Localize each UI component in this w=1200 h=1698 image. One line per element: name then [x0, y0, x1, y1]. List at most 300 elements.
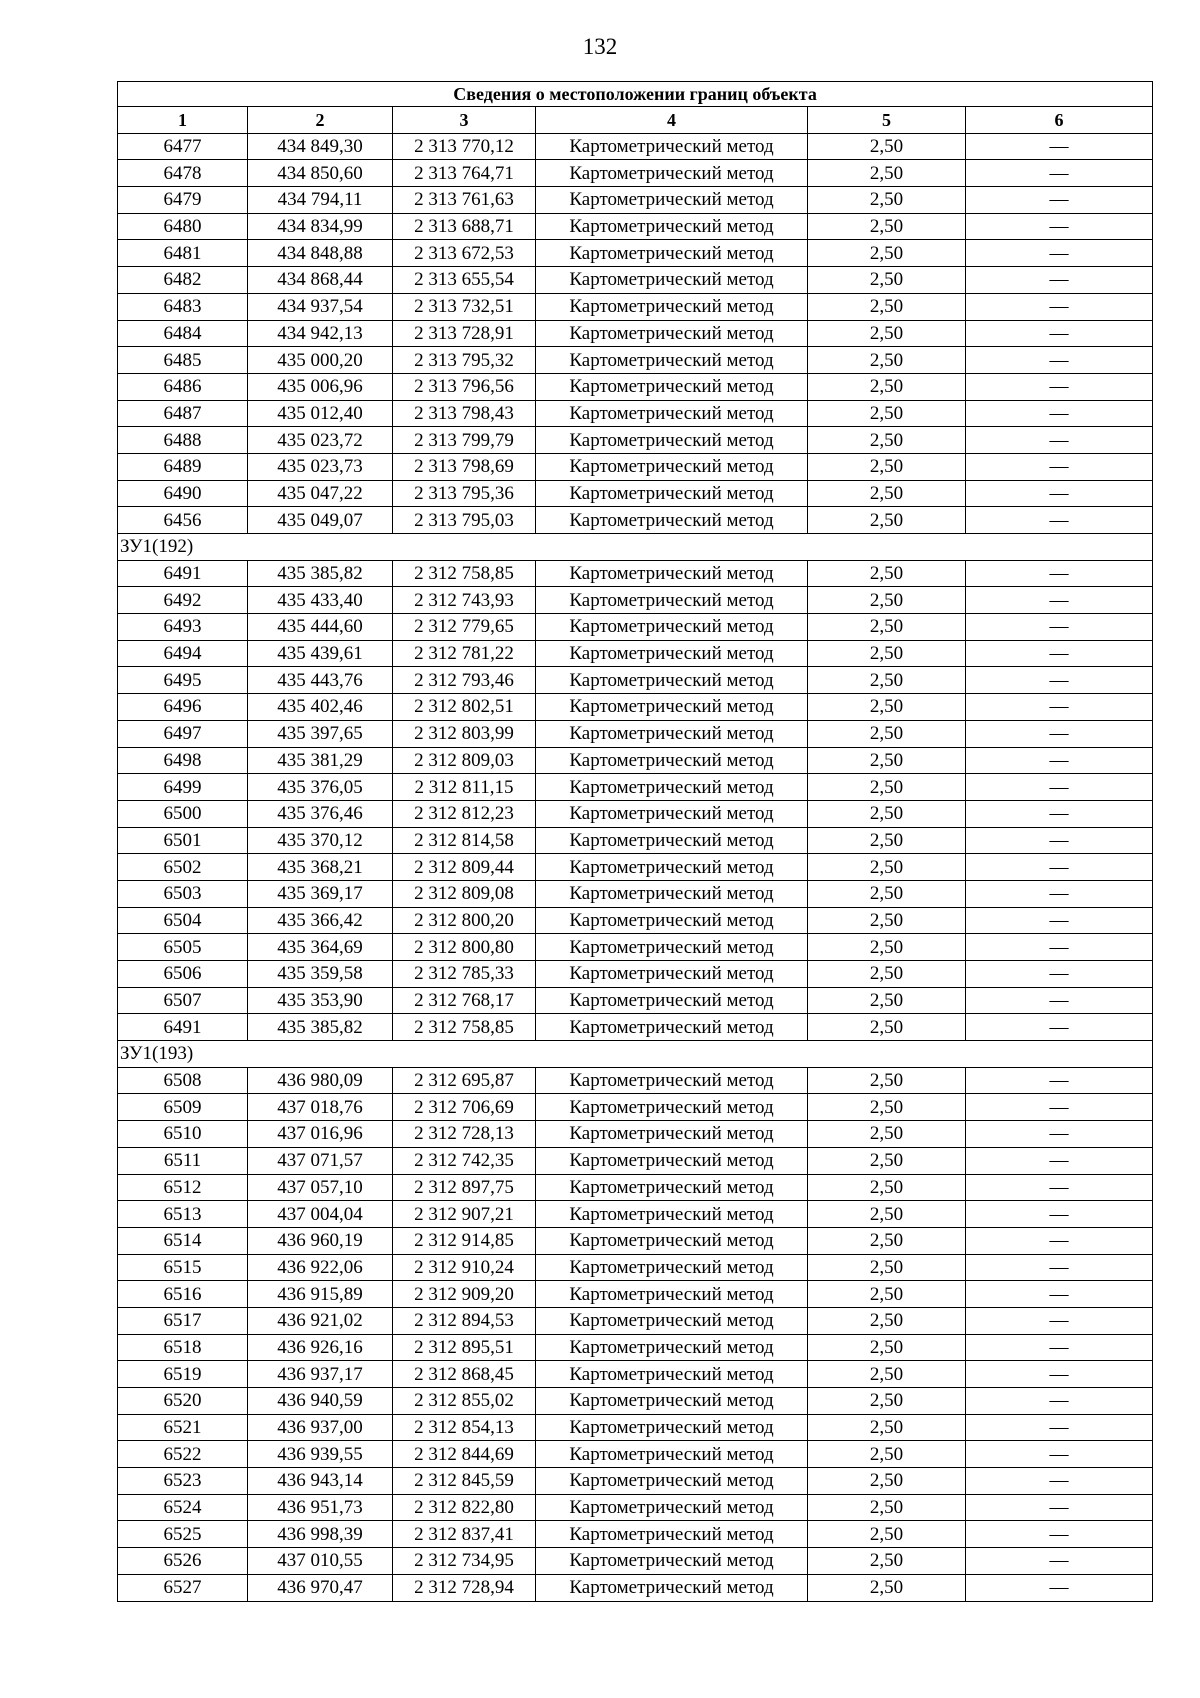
- accuracy-cell: 2,50: [808, 213, 966, 240]
- note-cell: —: [966, 1414, 1153, 1441]
- accuracy-cell: 2,50: [808, 961, 966, 988]
- accuracy-cell: 2,50: [808, 1281, 966, 1308]
- accuracy-cell: 2,50: [808, 827, 966, 854]
- method-cell: Картометрический метод: [536, 213, 808, 240]
- accuracy-cell: 2,50: [808, 427, 966, 454]
- column-number-row: [118, 107, 1153, 134]
- table-row: [118, 614, 1153, 641]
- y-coordinate-cell: 2 313 770,12: [393, 133, 536, 160]
- method-cell: Картометрический метод: [536, 347, 808, 374]
- note-cell: —: [966, 1307, 1153, 1334]
- table-row: [118, 160, 1153, 187]
- accuracy-cell: 2,50: [808, 934, 966, 961]
- point-number-cell: 6519: [118, 1361, 248, 1388]
- point-number-cell: 6491: [118, 1014, 248, 1041]
- table-row: [118, 1014, 1153, 1041]
- point-number-cell: 6505: [118, 934, 248, 961]
- x-coordinate-cell: 435 012,40: [248, 400, 393, 427]
- table-row: [118, 747, 1153, 774]
- note-cell: —: [966, 480, 1153, 507]
- accuracy-cell: 2,50: [808, 720, 966, 747]
- table-title-row: [118, 82, 1153, 107]
- y-coordinate-cell: 2 312 695,87: [393, 1067, 536, 1094]
- point-number-cell: 6485: [118, 347, 248, 374]
- table-row: [118, 293, 1153, 320]
- table-row: [118, 400, 1153, 427]
- point-number-cell: 6504: [118, 907, 248, 934]
- y-coordinate-cell: 2 312 914,85: [393, 1227, 536, 1254]
- point-number-cell: 6479: [118, 187, 248, 214]
- note-cell: —: [966, 427, 1153, 454]
- method-cell: Картометрический метод: [536, 1281, 808, 1308]
- method-cell: Картометрический метод: [536, 427, 808, 454]
- accuracy-cell: 2,50: [808, 1388, 966, 1415]
- method-cell: Картометрический метод: [536, 293, 808, 320]
- table-row: [118, 453, 1153, 480]
- table-row: [118, 1494, 1153, 1521]
- method-cell: Картометрический метод: [536, 747, 808, 774]
- x-coordinate-cell: 435 353,90: [248, 987, 393, 1014]
- x-coordinate-cell: 435 433,40: [248, 587, 393, 614]
- accuracy-cell: 2,50: [808, 267, 966, 294]
- column-header: 3: [393, 107, 536, 134]
- y-coordinate-cell: 2 312 768,17: [393, 987, 536, 1014]
- accuracy-cell: 2,50: [808, 987, 966, 1014]
- table-row: [118, 1334, 1153, 1361]
- y-coordinate-cell: 2 312 894,53: [393, 1307, 536, 1334]
- note-cell: —: [966, 1334, 1153, 1361]
- point-number-cell: 6456: [118, 507, 248, 534]
- point-number-cell: 6483: [118, 293, 248, 320]
- accuracy-cell: 2,50: [808, 774, 966, 801]
- method-cell: Картометрический метод: [536, 1201, 808, 1228]
- point-number-cell: 6487: [118, 400, 248, 427]
- x-coordinate-cell: 436 943,14: [248, 1468, 393, 1495]
- point-number-cell: 6484: [118, 320, 248, 347]
- y-coordinate-cell: 2 312 855,02: [393, 1388, 536, 1415]
- accuracy-cell: 2,50: [808, 1227, 966, 1254]
- group-row: [118, 1041, 1153, 1068]
- note-cell: —: [966, 400, 1153, 427]
- method-cell: Картометрический метод: [536, 880, 808, 907]
- method-cell: Картометрический метод: [536, 800, 808, 827]
- y-coordinate-cell: 2 313 795,36: [393, 480, 536, 507]
- point-number-cell: 6508: [118, 1067, 248, 1094]
- y-coordinate-cell: 2 312 822,80: [393, 1494, 536, 1521]
- table-row: [118, 1121, 1153, 1148]
- method-cell: Картометрический метод: [536, 133, 808, 160]
- y-coordinate-cell: 2 313 795,32: [393, 347, 536, 374]
- table-row: [118, 1254, 1153, 1281]
- table-row: [118, 1388, 1153, 1415]
- point-number-cell: 6478: [118, 160, 248, 187]
- y-coordinate-cell: 2 313 728,91: [393, 320, 536, 347]
- table-row: [118, 213, 1153, 240]
- accuracy-cell: 2,50: [808, 1494, 966, 1521]
- table-row: [118, 320, 1153, 347]
- note-cell: —: [966, 934, 1153, 961]
- y-coordinate-cell: 2 312 706,69: [393, 1094, 536, 1121]
- method-cell: Картометрический метод: [536, 827, 808, 854]
- point-number-cell: 6477: [118, 133, 248, 160]
- note-cell: —: [966, 1281, 1153, 1308]
- y-coordinate-cell: 2 312 907,21: [393, 1201, 536, 1228]
- point-number-cell: 6493: [118, 614, 248, 641]
- accuracy-cell: 2,50: [808, 160, 966, 187]
- accuracy-cell: 2,50: [808, 1147, 966, 1174]
- accuracy-cell: 2,50: [808, 1334, 966, 1361]
- boundary-coordinates-table: [117, 81, 1153, 1602]
- method-cell: Картометрический метод: [536, 587, 808, 614]
- x-coordinate-cell: 436 980,09: [248, 1067, 393, 1094]
- table-row: [118, 1468, 1153, 1495]
- note-cell: —: [966, 987, 1153, 1014]
- table-row: [118, 1227, 1153, 1254]
- x-coordinate-cell: 434 850,60: [248, 160, 393, 187]
- note-cell: —: [966, 720, 1153, 747]
- method-cell: Картометрический метод: [536, 1254, 808, 1281]
- note-cell: —: [966, 133, 1153, 160]
- accuracy-cell: 2,50: [808, 1361, 966, 1388]
- x-coordinate-cell: 435 023,73: [248, 453, 393, 480]
- method-cell: Картометрический метод: [536, 640, 808, 667]
- x-coordinate-cell: 436 960,19: [248, 1227, 393, 1254]
- method-cell: Картометрический метод: [536, 160, 808, 187]
- method-cell: Картометрический метод: [536, 1174, 808, 1201]
- note-cell: —: [966, 1094, 1153, 1121]
- method-cell: Картометрический метод: [536, 720, 808, 747]
- y-coordinate-cell: 2 313 672,53: [393, 240, 536, 267]
- x-coordinate-cell: 435 385,82: [248, 560, 393, 587]
- y-coordinate-cell: 2 312 895,51: [393, 1334, 536, 1361]
- note-cell: —: [966, 1574, 1153, 1601]
- accuracy-cell: 2,50: [808, 667, 966, 694]
- table-row: [118, 587, 1153, 614]
- x-coordinate-cell: 435 000,20: [248, 347, 393, 374]
- x-coordinate-cell: 435 366,42: [248, 907, 393, 934]
- x-coordinate-cell: 434 834,99: [248, 213, 393, 240]
- table-row: [118, 507, 1153, 534]
- x-coordinate-cell: 436 926,16: [248, 1334, 393, 1361]
- table-row: [118, 800, 1153, 827]
- y-coordinate-cell: 2 312 728,13: [393, 1121, 536, 1148]
- accuracy-cell: 2,50: [808, 347, 966, 374]
- method-cell: Картометрический метод: [536, 1468, 808, 1495]
- y-coordinate-cell: 2 312 781,22: [393, 640, 536, 667]
- page-number: 132: [582, 34, 618, 59]
- x-coordinate-cell: 435 359,58: [248, 961, 393, 988]
- x-coordinate-cell: 435 402,46: [248, 694, 393, 721]
- table-row: [118, 373, 1153, 400]
- y-coordinate-cell: 2 312 868,45: [393, 1361, 536, 1388]
- x-coordinate-cell: 434 868,44: [248, 267, 393, 294]
- method-cell: Картометрический метод: [536, 667, 808, 694]
- y-coordinate-cell: 2 312 779,65: [393, 614, 536, 641]
- group-label: ЗУ1(192): [118, 534, 1153, 561]
- method-cell: Картометрический метод: [536, 1548, 808, 1575]
- y-coordinate-cell: 2 312 728,94: [393, 1574, 536, 1601]
- y-coordinate-cell: 2 313 732,51: [393, 293, 536, 320]
- y-coordinate-cell: 2 312 800,80: [393, 934, 536, 961]
- method-cell: Картометрический метод: [536, 1227, 808, 1254]
- column-header: 5: [808, 107, 966, 134]
- table-row: [118, 854, 1153, 881]
- note-cell: —: [966, 1201, 1153, 1228]
- x-coordinate-cell: 435 385,82: [248, 1014, 393, 1041]
- point-number-cell: 6524: [118, 1494, 248, 1521]
- table-row: [118, 667, 1153, 694]
- method-cell: Картометрический метод: [536, 1441, 808, 1468]
- table-body: [118, 133, 1153, 1601]
- table-row: [118, 1094, 1153, 1121]
- point-number-cell: 6525: [118, 1521, 248, 1548]
- note-cell: —: [966, 774, 1153, 801]
- point-number-cell: 6489: [118, 453, 248, 480]
- note-cell: —: [966, 640, 1153, 667]
- point-number-cell: 6510: [118, 1121, 248, 1148]
- method-cell: Картометрический метод: [536, 320, 808, 347]
- method-cell: Картометрический метод: [536, 1334, 808, 1361]
- accuracy-cell: 2,50: [808, 560, 966, 587]
- y-coordinate-cell: 2 312 793,46: [393, 667, 536, 694]
- point-number-cell: 6509: [118, 1094, 248, 1121]
- point-number-cell: 6517: [118, 1307, 248, 1334]
- table-row: [118, 694, 1153, 721]
- accuracy-cell: 2,50: [808, 507, 966, 534]
- x-coordinate-cell: 437 004,04: [248, 1201, 393, 1228]
- accuracy-cell: 2,50: [808, 1307, 966, 1334]
- method-cell: Картометрический метод: [536, 961, 808, 988]
- note-cell: —: [966, 1174, 1153, 1201]
- x-coordinate-cell: 435 376,05: [248, 774, 393, 801]
- method-cell: Картометрический метод: [536, 854, 808, 881]
- x-coordinate-cell: 435 023,72: [248, 427, 393, 454]
- x-coordinate-cell: 436 939,55: [248, 1441, 393, 1468]
- group-label: ЗУ1(193): [118, 1041, 1153, 1068]
- note-cell: —: [966, 1067, 1153, 1094]
- point-number-cell: 6523: [118, 1468, 248, 1495]
- accuracy-cell: 2,50: [808, 854, 966, 881]
- table-row: [118, 427, 1153, 454]
- point-number-cell: 6495: [118, 667, 248, 694]
- y-coordinate-cell: 2 312 812,23: [393, 800, 536, 827]
- x-coordinate-cell: 435 376,46: [248, 800, 393, 827]
- accuracy-cell: 2,50: [808, 1521, 966, 1548]
- accuracy-cell: 2,50: [808, 1121, 966, 1148]
- y-coordinate-cell: 2 312 758,85: [393, 1014, 536, 1041]
- accuracy-cell: 2,50: [808, 1201, 966, 1228]
- accuracy-cell: 2,50: [808, 747, 966, 774]
- y-coordinate-cell: 2 312 837,41: [393, 1521, 536, 1548]
- accuracy-cell: 2,50: [808, 1414, 966, 1441]
- table-row: [118, 1201, 1153, 1228]
- note-cell: —: [966, 1254, 1153, 1281]
- point-number-cell: 6497: [118, 720, 248, 747]
- x-coordinate-cell: 435 370,12: [248, 827, 393, 854]
- method-cell: Картометрический метод: [536, 1067, 808, 1094]
- point-number-cell: 6527: [118, 1574, 248, 1601]
- x-coordinate-cell: 436 951,73: [248, 1494, 393, 1521]
- y-coordinate-cell: 2 312 909,20: [393, 1281, 536, 1308]
- accuracy-cell: 2,50: [808, 293, 966, 320]
- accuracy-cell: 2,50: [808, 373, 966, 400]
- accuracy-cell: 2,50: [808, 400, 966, 427]
- accuracy-cell: 2,50: [808, 133, 966, 160]
- x-coordinate-cell: 435 364,69: [248, 934, 393, 961]
- note-cell: —: [966, 854, 1153, 881]
- note-cell: —: [966, 453, 1153, 480]
- accuracy-cell: 2,50: [808, 453, 966, 480]
- point-number-cell: 6515: [118, 1254, 248, 1281]
- point-number-cell: 6486: [118, 373, 248, 400]
- y-coordinate-cell: 2 313 795,03: [393, 507, 536, 534]
- x-coordinate-cell: 436 940,59: [248, 1388, 393, 1415]
- method-cell: Картометрический метод: [536, 240, 808, 267]
- x-coordinate-cell: 434 848,88: [248, 240, 393, 267]
- point-number-cell: 6480: [118, 213, 248, 240]
- x-coordinate-cell: 436 921,02: [248, 1307, 393, 1334]
- method-cell: Картометрический метод: [536, 373, 808, 400]
- x-coordinate-cell: 435 369,17: [248, 880, 393, 907]
- y-coordinate-cell: 2 312 811,15: [393, 774, 536, 801]
- x-coordinate-cell: 435 381,29: [248, 747, 393, 774]
- point-number-cell: 6503: [118, 880, 248, 907]
- x-coordinate-cell: 435 049,07: [248, 507, 393, 534]
- method-cell: Картометрический метод: [536, 934, 808, 961]
- method-cell: Картометрический метод: [536, 400, 808, 427]
- point-number-cell: 6507: [118, 987, 248, 1014]
- note-cell: —: [966, 187, 1153, 214]
- x-coordinate-cell: 436 937,17: [248, 1361, 393, 1388]
- y-coordinate-cell: 2 312 785,33: [393, 961, 536, 988]
- note-cell: —: [966, 560, 1153, 587]
- x-coordinate-cell: 434 942,13: [248, 320, 393, 347]
- point-number-cell: 6496: [118, 694, 248, 721]
- method-cell: Картометрический метод: [536, 480, 808, 507]
- note-cell: —: [966, 240, 1153, 267]
- method-cell: Картометрический метод: [536, 987, 808, 1014]
- note-cell: —: [966, 1548, 1153, 1575]
- accuracy-cell: 2,50: [808, 1548, 966, 1575]
- point-number-cell: 6520: [118, 1388, 248, 1415]
- method-cell: Картометрический метод: [536, 1121, 808, 1148]
- method-cell: Картометрический метод: [536, 1521, 808, 1548]
- x-coordinate-cell: 435 397,65: [248, 720, 393, 747]
- method-cell: Картометрический метод: [536, 774, 808, 801]
- note-cell: —: [966, 694, 1153, 721]
- table-row: [118, 187, 1153, 214]
- method-cell: Картометрический метод: [536, 1388, 808, 1415]
- x-coordinate-cell: 434 849,30: [248, 133, 393, 160]
- method-cell: Картометрический метод: [536, 1414, 808, 1441]
- y-coordinate-cell: 2 312 758,85: [393, 560, 536, 587]
- point-number-cell: 6501: [118, 827, 248, 854]
- table-row: [118, 560, 1153, 587]
- note-cell: —: [966, 320, 1153, 347]
- note-cell: —: [966, 907, 1153, 934]
- point-number-cell: 6521: [118, 1414, 248, 1441]
- note-cell: —: [966, 667, 1153, 694]
- point-number-cell: 6482: [118, 267, 248, 294]
- x-coordinate-cell: 435 439,61: [248, 640, 393, 667]
- method-cell: Картометрический метод: [536, 1361, 808, 1388]
- note-cell: —: [966, 347, 1153, 374]
- x-coordinate-cell: 436 937,00: [248, 1414, 393, 1441]
- note-cell: —: [966, 800, 1153, 827]
- accuracy-cell: 2,50: [808, 480, 966, 507]
- method-cell: Картометрический метод: [536, 267, 808, 294]
- table-row: [118, 347, 1153, 374]
- accuracy-cell: 2,50: [808, 1468, 966, 1495]
- accuracy-cell: 2,50: [808, 1094, 966, 1121]
- point-number-cell: 6518: [118, 1334, 248, 1361]
- table-row: [118, 267, 1153, 294]
- y-coordinate-cell: 2 312 734,95: [393, 1548, 536, 1575]
- note-cell: —: [966, 614, 1153, 641]
- y-coordinate-cell: 2 312 854,13: [393, 1414, 536, 1441]
- point-number-cell: 6506: [118, 961, 248, 988]
- x-coordinate-cell: 435 443,76: [248, 667, 393, 694]
- point-number-cell: 6512: [118, 1174, 248, 1201]
- y-coordinate-cell: 2 312 802,51: [393, 694, 536, 721]
- table-row: [118, 1361, 1153, 1388]
- accuracy-cell: 2,50: [808, 1014, 966, 1041]
- point-number-cell: 6494: [118, 640, 248, 667]
- method-cell: Картометрический метод: [536, 1094, 808, 1121]
- table-title: Сведения о местоположении границ объекта: [118, 82, 1153, 107]
- note-cell: —: [966, 1468, 1153, 1495]
- x-coordinate-cell: 437 016,96: [248, 1121, 393, 1148]
- accuracy-cell: 2,50: [808, 1441, 966, 1468]
- note-cell: —: [966, 961, 1153, 988]
- column-header: 4: [536, 107, 808, 134]
- table-row: [118, 1281, 1153, 1308]
- note-cell: —: [966, 1121, 1153, 1148]
- y-coordinate-cell: 2 312 742,35: [393, 1147, 536, 1174]
- point-number-cell: 6481: [118, 240, 248, 267]
- method-cell: Картометрический метод: [536, 1494, 808, 1521]
- point-number-cell: 6500: [118, 800, 248, 827]
- table-row: [118, 1174, 1153, 1201]
- column-header: 2: [248, 107, 393, 134]
- point-number-cell: 6511: [118, 1147, 248, 1174]
- accuracy-cell: 2,50: [808, 1254, 966, 1281]
- point-number-cell: 6491: [118, 560, 248, 587]
- column-header: 1: [118, 107, 248, 134]
- note-cell: —: [966, 1227, 1153, 1254]
- y-coordinate-cell: 2 313 798,69: [393, 453, 536, 480]
- y-coordinate-cell: 2 312 809,44: [393, 854, 536, 881]
- table-row: [118, 961, 1153, 988]
- x-coordinate-cell: 437 018,76: [248, 1094, 393, 1121]
- x-coordinate-cell: 435 368,21: [248, 854, 393, 881]
- accuracy-cell: 2,50: [808, 187, 966, 214]
- y-coordinate-cell: 2 312 743,93: [393, 587, 536, 614]
- note-cell: —: [966, 1494, 1153, 1521]
- method-cell: Картометрический метод: [536, 507, 808, 534]
- point-number-cell: 6513: [118, 1201, 248, 1228]
- table-row: [118, 133, 1153, 160]
- y-coordinate-cell: 2 312 809,03: [393, 747, 536, 774]
- x-coordinate-cell: 436 998,39: [248, 1521, 393, 1548]
- column-header: 6: [966, 107, 1153, 134]
- note-cell: —: [966, 880, 1153, 907]
- y-coordinate-cell: 2 313 764,71: [393, 160, 536, 187]
- note-cell: —: [966, 1361, 1153, 1388]
- table-row: [118, 880, 1153, 907]
- method-cell: Картометрический метод: [536, 187, 808, 214]
- y-coordinate-cell: 2 312 845,59: [393, 1468, 536, 1495]
